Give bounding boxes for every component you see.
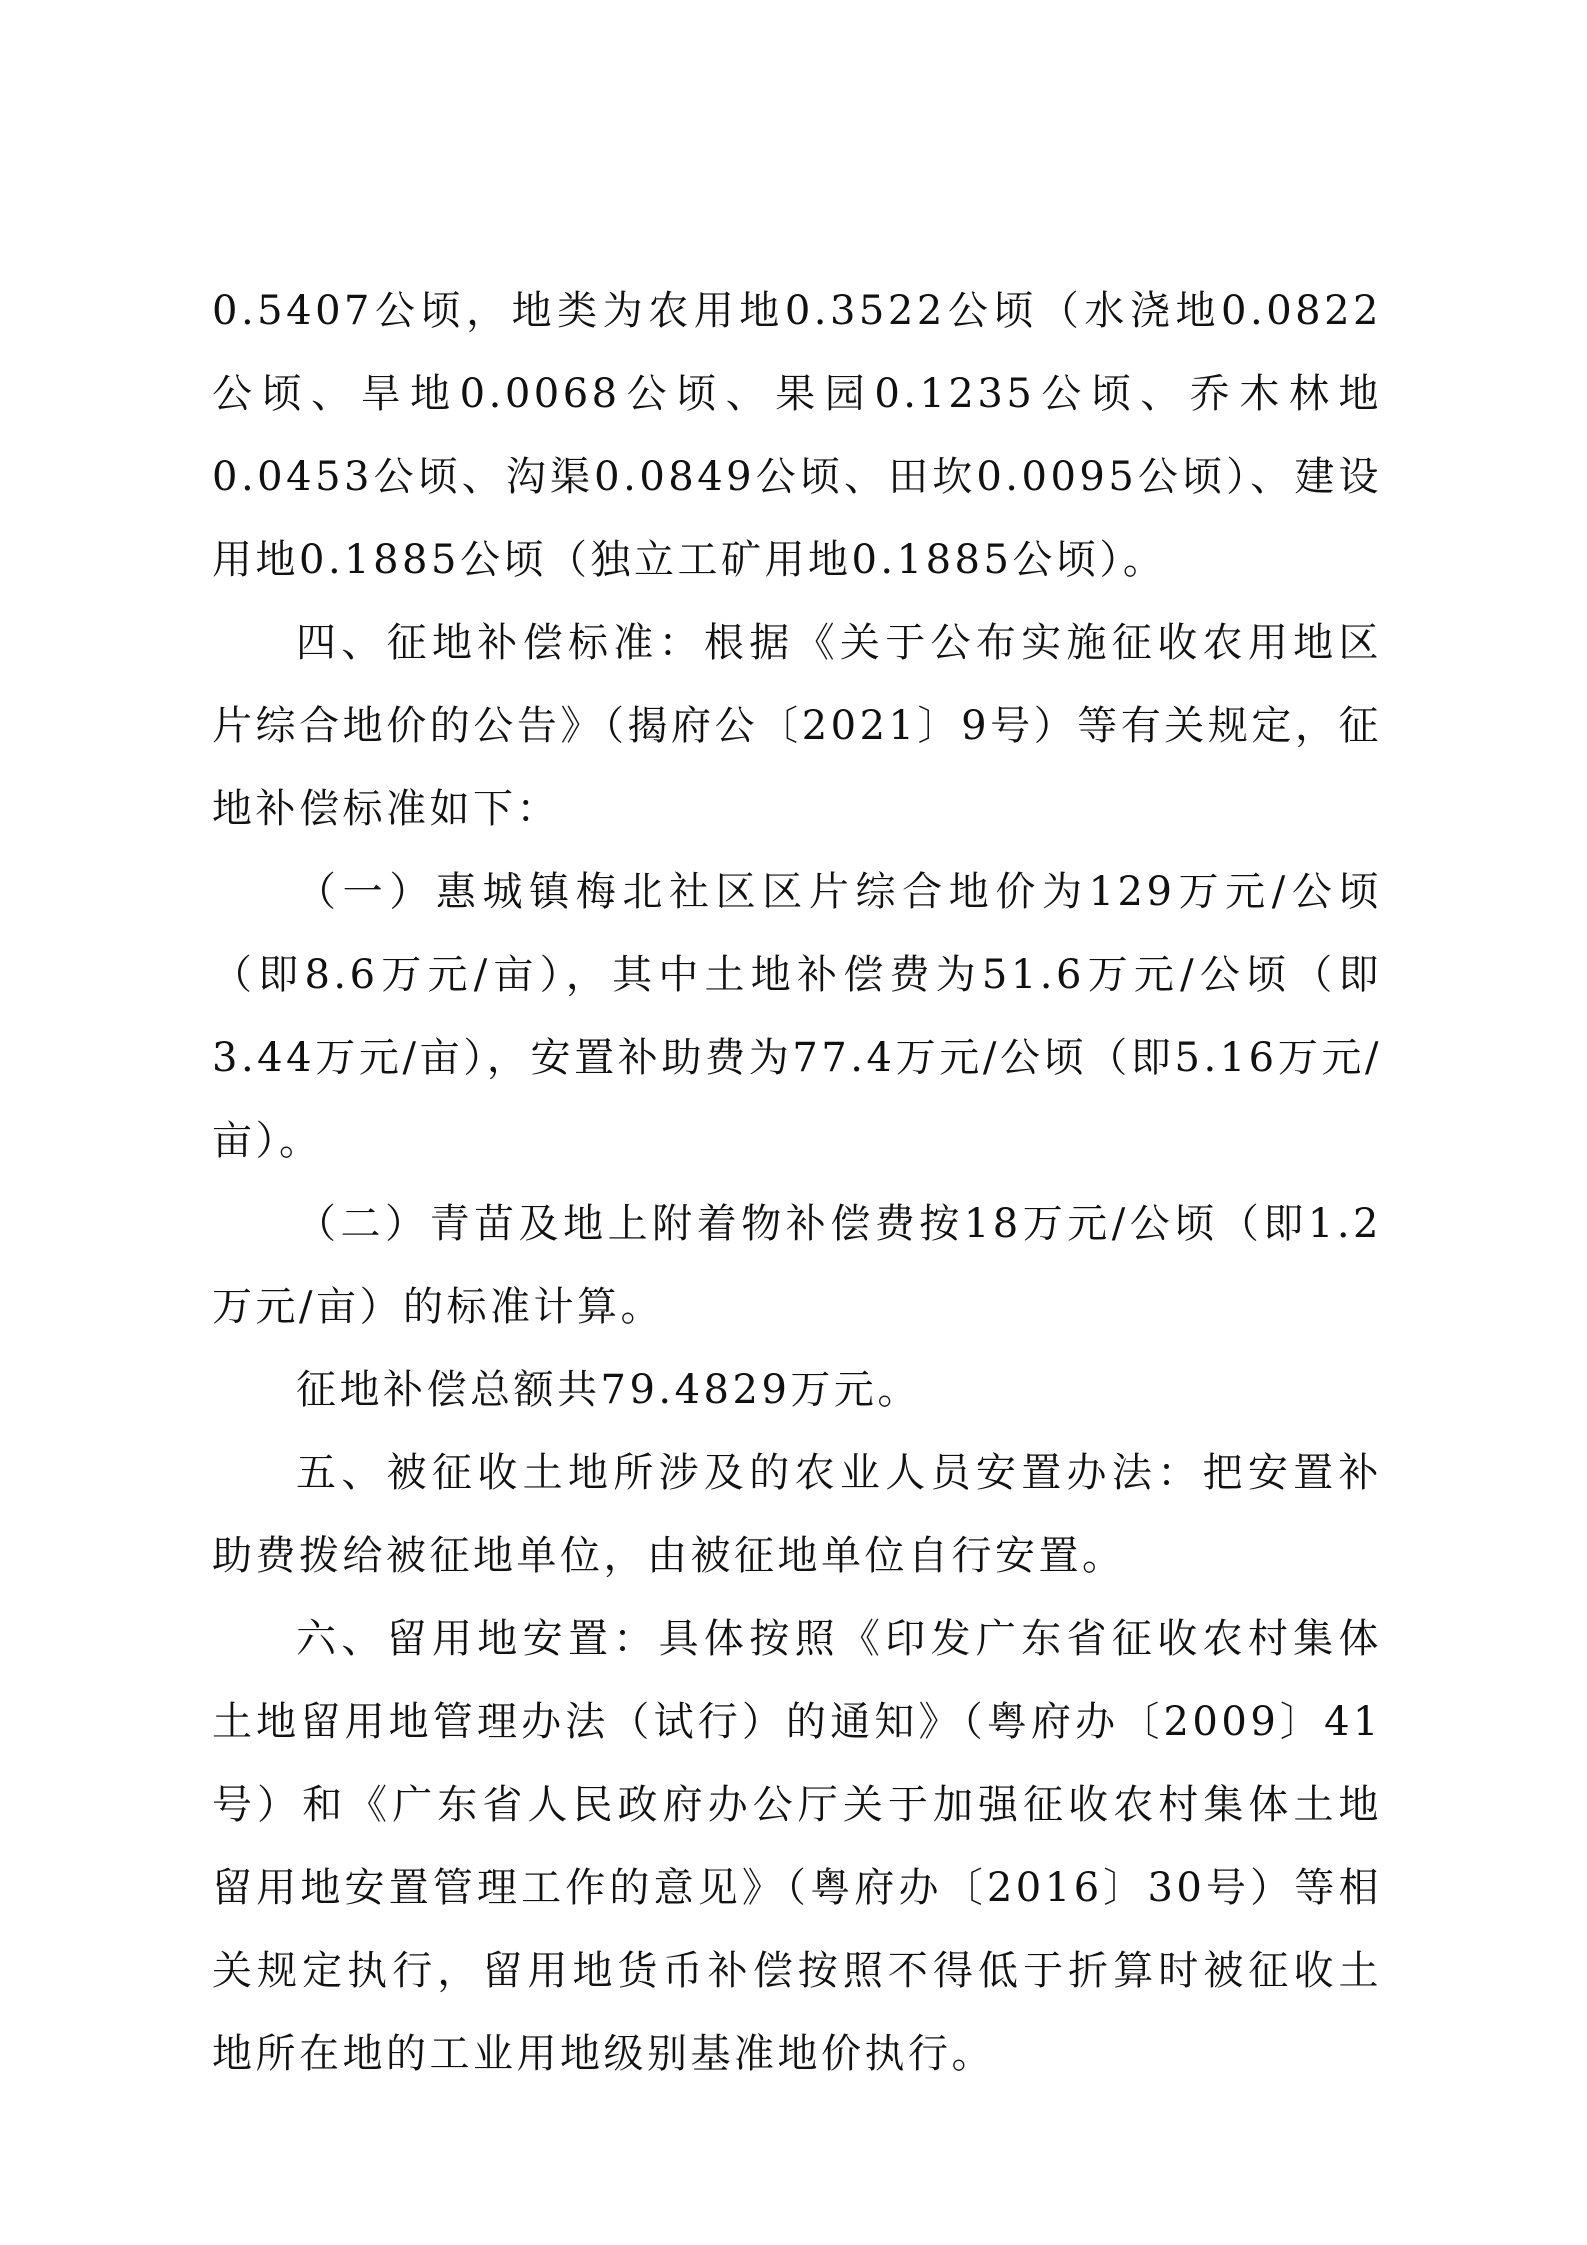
paragraph-district-price: （一）惠城镇梅北社区区片综合地价为129万元/公顷（即8.6万元/亩），其中土地补偿费为51.6万元/公顷（即3.44万元/亩），安置补助费为77.4万元/公顷（即5.16万元/亩）。 [212, 869, 1382, 1164]
paragraph-resettlement: 五、被征收土地所涉及的农业人员安置办法：把安置补助费拨给被征地单位，由被征地单位自行安置。 [212, 1450, 1382, 1579]
document-body [212, 270, 1382, 2096]
paragraph-crops-attachments: （二）青苗及地上附着物补偿费按18万元/公顷（即1.2万元/亩）的标准计算。 [212, 1201, 1382, 1330]
paragraph-land-area: 0.5407公顷，地类为农用地0.3522公顷（水浇地0.0822公顷、旱地0.0068公顷、果园0.1235公顷、乔木林地0.0453公顷、沟渠0.0849公顷、田坎0.0095公顷）、建设用地0.1885公顷（独立工矿用地0.1885公顷）。 [212, 288, 1382, 583]
paragraph-total-compensation: 征地补偿总额共79.4829万元。 [296, 1367, 921, 1413]
paragraph-compensation-standard: 四、征地补偿标准：根据《关于公布实施征收农用地区片综合地价的公告》（揭府公〔2021〕9号）等有关规定，征地补偿标准如下： [212, 620, 1382, 832]
paragraph-reserved-land: 六、留用地安置：具体按照《印发广东省征收农村集体土地留用地管理办法（试行）的通知》（粤府办〔2009〕41号）和《广东省人民政府办公厅关于加强征收农村集体土地留用地安置管理工作的意见》（粤府办〔2016〕30号）等相关规定执行，留用地货币补偿按照不得低于折算时被征收土地所在地的工业用地级别基准地价执行。 [212, 1616, 1382, 2077]
